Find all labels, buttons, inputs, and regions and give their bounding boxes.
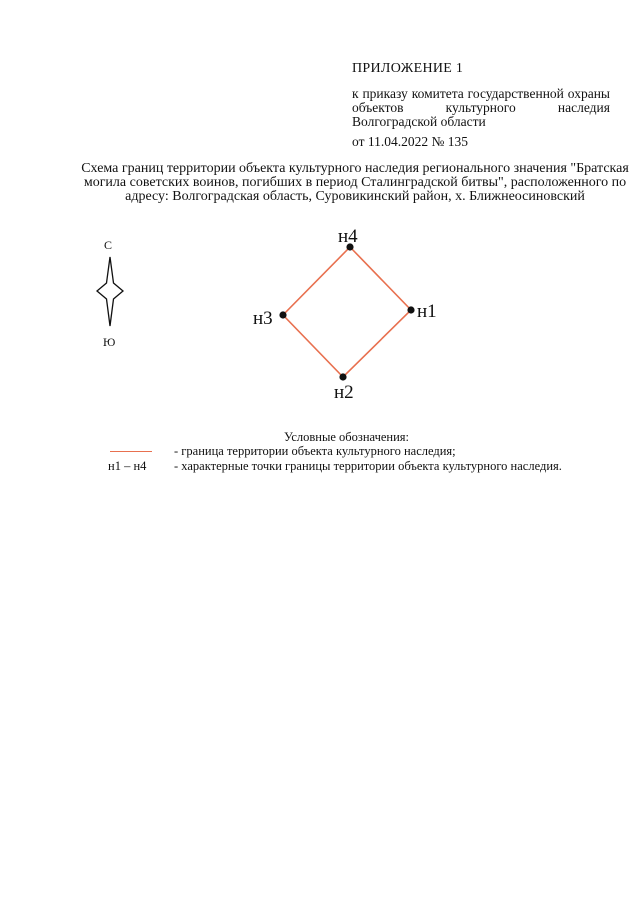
compass-icon: [97, 238, 123, 349]
point-n1-marker: [407, 306, 414, 313]
compass-south-label: Ю: [103, 335, 116, 349]
point-n2-label: н2: [334, 382, 354, 403]
point-n3-label: н3: [253, 308, 273, 329]
compass-star-shape: [97, 257, 123, 326]
scheme-title: Схема границ территории объекта культурного наследия регионального значения "Братская могила советских воинов, погибших в период Сталинградской битвы", расположенного по адресу: Волгоградская область, Суровикинский район, х. Ближнеосиновский: [81, 161, 629, 204]
legend-boundary-swatch: [110, 451, 152, 452]
point-n1-label: н1: [417, 301, 437, 322]
point-n4-label: н4: [338, 226, 358, 247]
compass-north-label: С: [104, 238, 113, 252]
legend-points-key: н1 – н4: [108, 459, 147, 473]
legend-boundary-text: - граница территории объекта культурного наследия;: [174, 444, 456, 458]
legend-title: Условные обозначения:: [284, 430, 410, 444]
boundary-line: [283, 247, 411, 377]
appendix-order-reference: к приказу комитета государственной охраны объектов культурного наследия Волгоградской области: [352, 86, 610, 129]
legend-points-text: - характерные точки границы территории объекта культурного наследия.: [174, 459, 562, 473]
point-n3-marker: [279, 311, 286, 318]
appendix-date-number: от 11.04.2022 № 135: [352, 134, 468, 149]
point-n2-marker: [339, 373, 346, 380]
appendix-title: ПРИЛОЖЕНИЕ 1: [352, 61, 464, 76]
